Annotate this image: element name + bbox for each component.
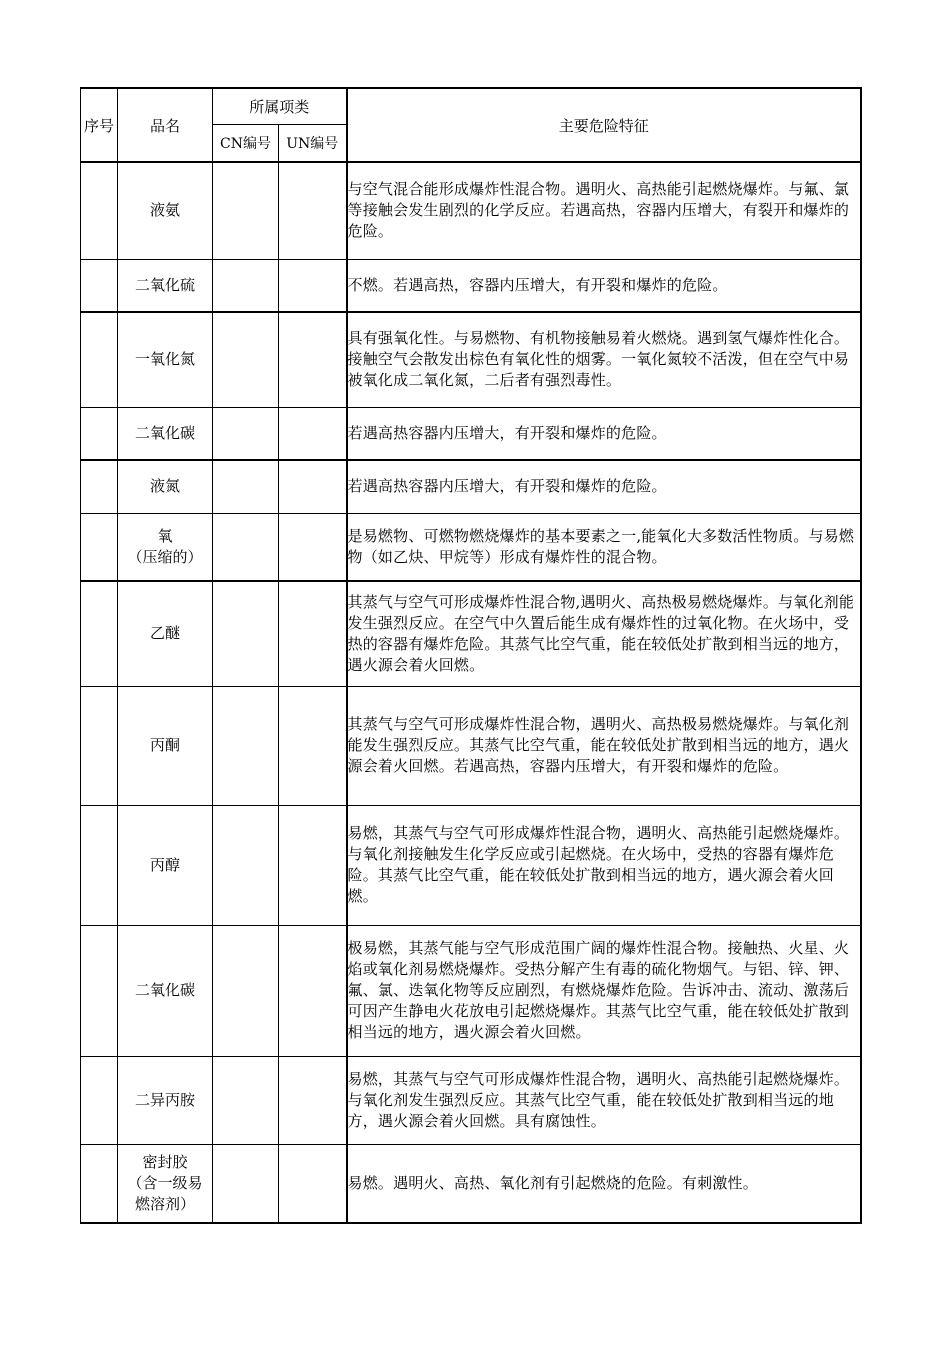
table-row <box>81 1056 862 1144</box>
row-name: 丙醇 <box>118 805 213 925</box>
row-cn <box>213 407 279 460</box>
row-name: 氧 （压缩的） <box>118 513 213 581</box>
row-name: 液氮 <box>118 460 213 513</box>
row-cn <box>213 460 279 513</box>
row-hazard: 与空气混合能形成爆炸性混合物。遇明火、高热能引起燃烧爆炸。与氟、氯等接触会发生剧烈的化学反应。若遇高热，容器内压增大，有裂开和爆炸的危险。 <box>347 162 861 259</box>
table-row <box>81 312 862 407</box>
row-seq <box>81 407 118 460</box>
row-cn <box>213 925 279 1056</box>
row-seq <box>81 1056 118 1144</box>
row-seq <box>81 581 118 686</box>
row-name: 乙醚 <box>118 581 213 686</box>
table-row <box>81 925 862 1056</box>
hazard-table <box>80 87 862 1224</box>
row-un <box>279 1144 347 1223</box>
row-hazard: 若遇高热容器内压增大，有开裂和爆炸的危险。 <box>347 407 861 460</box>
table-row <box>81 162 862 259</box>
row-un <box>279 925 347 1056</box>
table-row <box>81 1144 862 1223</box>
table-row <box>81 805 862 925</box>
row-hazard: 极易燃，其蒸气能与空气形成范围广阔的爆炸性混合物。接触热、火星、火焰或氧化剂易燃烧爆炸。受热分解产生有毒的硫化物烟气。与铝、锌、钾、氟、氯、迭氧化物等反应剧烈，有燃烧爆炸危险。告诉冲击、流动、激荡后可因产生静电火花放电引起燃烧爆炸。其蒸气比空气重，能在较低处扩散到相当远的地方，遇火源会着火回燃。 <box>347 925 861 1056</box>
row-name: 二氧化碳 <box>118 925 213 1056</box>
row-name: 二异丙胺 <box>118 1056 213 1144</box>
row-un <box>279 686 347 805</box>
row-name: 一氧化氮 <box>118 312 213 407</box>
row-name: 密封胶 （含一级易 燃溶剂） <box>118 1144 213 1223</box>
row-cn <box>213 1056 279 1144</box>
row-cn <box>213 312 279 407</box>
row-cn <box>213 513 279 581</box>
row-cn <box>213 1144 279 1223</box>
table-row <box>81 259 862 312</box>
header-cn-code: CN编号 <box>213 125 279 163</box>
table-row <box>81 686 862 805</box>
header-name: 品名 <box>118 88 213 162</box>
row-hazard: 易燃，其蒸气与空气可形成爆炸性混合物，遇明火、高热能引起燃烧爆炸。与氧化剂发生强烈反应。其蒸气比空气重，能在较低处扩散到相当远的地方，遇火源会着火回燃。具有腐蚀性。 <box>347 1056 861 1144</box>
row-cn <box>213 686 279 805</box>
row-un <box>279 259 347 312</box>
row-seq <box>81 162 118 259</box>
row-seq <box>81 1144 118 1223</box>
row-seq <box>81 312 118 407</box>
table-row <box>81 513 862 581</box>
row-seq <box>81 925 118 1056</box>
row-hazard: 若遇高热容器内压增大，有开裂和爆炸的危险。 <box>347 460 861 513</box>
table-row <box>81 460 862 513</box>
row-un <box>279 162 347 259</box>
row-un <box>279 407 347 460</box>
row-hazard: 易燃，其蒸气与空气可形成爆炸性混合物，遇明火、高热能引起燃烧爆炸。与氧化剂接触发生化学反应或引起燃烧。在火场中，受热的容器有爆炸危险。其蒸气比空气重，能在较低处扩散到相当远的地方，遇火源会着火回燃。 <box>347 805 861 925</box>
row-hazard: 其蒸气与空气可形成爆炸性混合物,遇明火、高热极易燃烧爆炸。与氧化剂能发生强烈反应。在空气中久置后能生成有爆炸性的过氧化物。在火场中，受热的容器有爆炸危险。其蒸气比空气重，能在较低处扩散到相当远的地方，遇火源会着火回燃。 <box>347 581 861 686</box>
row-name: 二氧化硫 <box>118 259 213 312</box>
row-hazard: 易燃。遇明火、高热、氧化剂有引起燃烧的危险。有刺激性。 <box>347 1144 861 1223</box>
row-un <box>279 513 347 581</box>
table-row <box>81 407 862 460</box>
row-un <box>279 805 347 925</box>
row-un <box>279 460 347 513</box>
row-seq <box>81 686 118 805</box>
row-cn <box>213 805 279 925</box>
row-cn <box>213 162 279 259</box>
row-name: 液氨 <box>118 162 213 259</box>
row-cn <box>213 581 279 686</box>
row-seq <box>81 805 118 925</box>
table-row <box>81 581 862 686</box>
row-un <box>279 581 347 686</box>
row-un <box>279 312 347 407</box>
row-seq <box>81 259 118 312</box>
header-un-code: UN编号 <box>279 125 347 163</box>
row-un <box>279 1056 347 1144</box>
header-category-group: 所属项类 <box>213 88 347 125</box>
row-hazard: 不燃。若遇高热，容器内压增大，有开裂和爆炸的危险。 <box>347 259 861 312</box>
row-seq <box>81 460 118 513</box>
row-name: 丙酮 <box>118 686 213 805</box>
row-seq <box>81 513 118 581</box>
header-seq: 序号 <box>81 88 118 162</box>
row-name: 二氧化碳 <box>118 407 213 460</box>
row-cn <box>213 259 279 312</box>
row-hazard: 其蒸气与空气可形成爆炸性混合物，遇明火、高热极易燃烧爆炸。与氧化剂能发生强烈反应。其蒸气比空气重，能在较低处扩散到相当远的地方，遇火源会着火回燃。若遇高热，容器内压增大，有开裂和爆炸的危险。 <box>347 686 861 805</box>
header-hazard: 主要危险特征 <box>347 88 861 162</box>
row-hazard: 是易燃物、可燃物燃烧爆炸的基本要素之一,能氧化大多数活性物质。与易燃物（如乙炔、甲烷等）形成有爆炸性的混合物。 <box>347 513 861 581</box>
row-hazard: 具有强氧化性。与易燃物、有机物接触易着火燃烧。遇到氢气爆炸性化合。接触空气会散发出棕色有氧化性的烟雾。一氧化氮较不活泼，但在空气中易被氧化成二氧化氮，二后者有强烈毒性。 <box>347 312 861 407</box>
